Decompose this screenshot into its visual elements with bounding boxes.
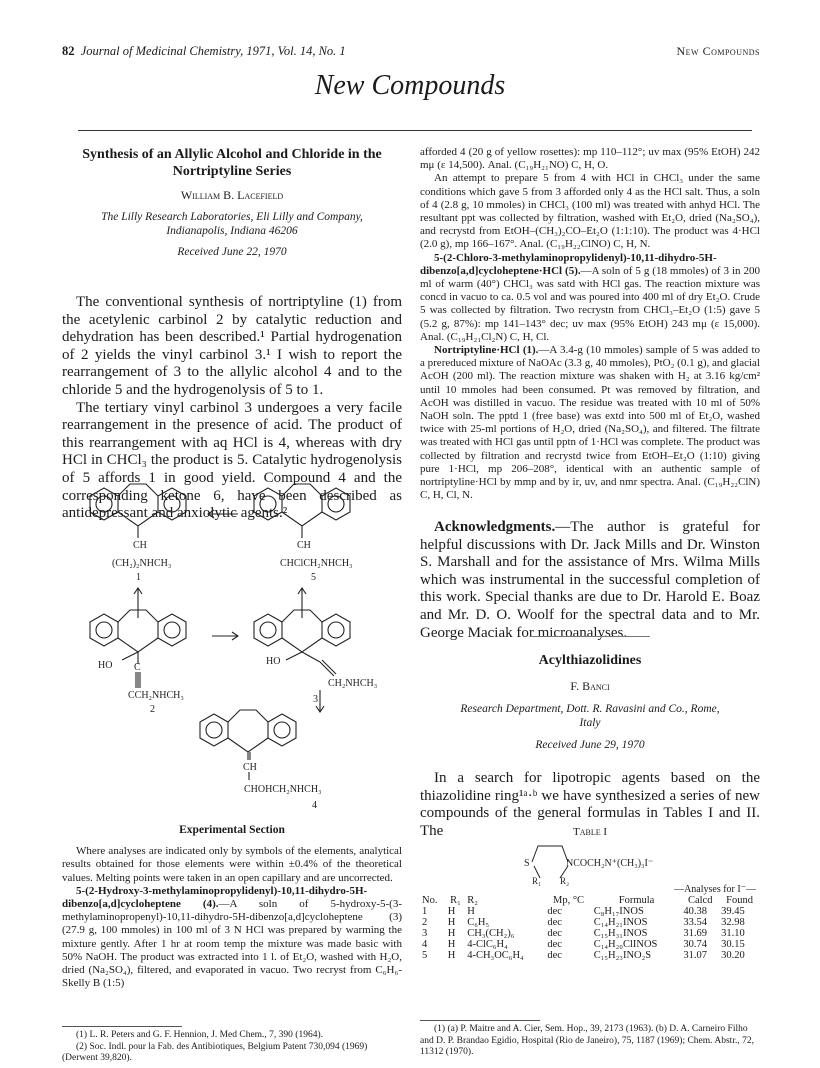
nortriptyline-procedure: —A 3.4-g (10 mmoles) sample of 5 was added to a prereduced mixture of NaOAc (3.3 g, 40 mmoles), PtO₂ (0.1 g), and glacial AcOH (200 ml). The reaction mixture was shaken with H₂ at 3.16 kg/cm² until 10 mmoles had been consumed. Pt was removed by filtration, and AcOH was distilled in vacuo. The residue was treated with 10 ml of 50% NaOH soln. The pptd 1 (free base) was extd into 500 ml of Et₂O, washed twice with 25-ml portions of H₂O, dried (Na₂SO₄), and filtered. The filtrate was treated with HCl gas until pptn of 1·HCl was complete. The product was collected by filtration and recrystd twice from EtOH–Et₂O (1:10) giving pure 1·HCl, mp 206–208°, identical with an authentic sample of nortriptyline·HCl by mmp and by ir, uv, and nmr spectra. Anal. (C₁₉H₂₂ClN) C, H, Cl, N.	[420, 344, 761, 502]
structure-1-number: 1	[136, 572, 141, 583]
table-cell: 32.98	[721, 917, 745, 928]
structure-5-number: 5	[311, 572, 316, 583]
article2-received: Received June 29, 1970	[535, 739, 645, 751]
experimental-paragraph-2: —A soln of 5-hydroxy-5-(3-methylaminopropenyl)-10,11-dihydro-5H-dibenzo[a,d]cycloheptene (3) (27.9 g, 100 mmoles) in 100 ml of 3 N HCl was prepared by warming the mixture gently. After 1 hr at room temp the mixture was made basic with 50% NaOH. The product was extracted into 1 l. of Et₂O, washed with H₂O, dried (Na₂SO₄), filtered, and evaporated in vacuo. Two recryst from C₆H₆-Skelly B (1:5)	[62, 898, 402, 990]
table-cell: 31.69	[683, 928, 707, 939]
article2-author: F. Banci	[570, 679, 610, 693]
structure-4-ch: CH	[243, 762, 257, 773]
table-cell: 2	[422, 917, 428, 928]
table-cell: 4-ClC₆H₄	[467, 939, 508, 950]
section-title: New Compounds	[314, 70, 506, 101]
table-header-row	[420, 895, 760, 906]
table-cell: C₁₄H₂₀ClINOS	[593, 939, 658, 950]
structure-4-number: 4	[312, 800, 317, 811]
table-cell: 31.10	[721, 928, 745, 939]
structure-1	[90, 484, 186, 538]
article2-footnote-1: (1) (a) P. Maitre and A. Cier, Sem. Hop., 39, 2173 (1963). (b) D. A. Carneiro Filho and D. P. Brandao Egidio, Hospital (Rio de Janeiro), 75, 1187 (1969); Chem. Abstr., 72, 11312 (1970).	[420, 1024, 754, 1057]
article-separator	[530, 636, 650, 637]
table1-grid	[420, 895, 760, 961]
table-cell: 40.38	[683, 906, 707, 917]
table-cell: C₁₅H₂₃INO₂S	[593, 950, 652, 961]
footnote-rule	[62, 1026, 182, 1027]
experimental-section	[62, 824, 402, 990]
table-header-cell: R₂	[467, 895, 478, 906]
table-cell: H	[447, 939, 456, 950]
table-cell: 39.45	[721, 906, 745, 917]
acknowledgments-text: —The author is grateful for helpful discussions with Dr. Jack Mills and Dr. Winston S. Marshall and for the assistance of Mrs. Wilma Mills which was instrumental in the successful completion of this work. Special thanks are due to Dr. Harold E. Boaz and Mr. D. O. Woolf for the spectral data and to Mr. George Maciak for microanalyses.	[420, 519, 760, 641]
table-cell: 30.74	[683, 939, 707, 950]
structure-2-number: 2	[150, 704, 155, 715]
table1	[420, 884, 760, 961]
journal-volume: 1971, Vol. 14, No. 1	[246, 44, 346, 58]
table-row	[420, 917, 760, 928]
table-cell: H	[447, 906, 456, 917]
table-cell: C₈H₁₇INOS	[593, 906, 644, 917]
reaction-scheme	[62, 476, 402, 816]
table-cell: CH₃(CH₂)₆	[467, 928, 515, 939]
svg-text:S: S	[524, 858, 530, 869]
table-cell: dec	[547, 950, 562, 961]
table-cell: 1	[422, 906, 428, 917]
structure-2-c: C	[134, 662, 141, 673]
table-cell: H	[447, 928, 456, 939]
article1-author: William B. Lacefield	[180, 188, 284, 202]
table-header-cell: Formula	[618, 895, 655, 906]
table-cell: 33.54	[683, 917, 707, 928]
table-cell: 31.07	[683, 950, 707, 961]
table1-title: Table I	[572, 826, 608, 838]
footnote-1: (1) L. R. Peters and G. F. Hennion, J. Med Chem., 7, 390 (1964).	[76, 1030, 324, 1040]
structure-2-substituent: CCH₂NHCH₃	[128, 690, 184, 701]
structure-3-ho: HO	[266, 656, 281, 667]
table-row	[420, 939, 760, 950]
table-cell: C₁₅H₃₁INOS	[593, 928, 648, 939]
structure-1-ch: CH	[133, 540, 147, 551]
section-rule	[78, 130, 752, 131]
article1-footnotes	[62, 1026, 402, 1065]
table-cell: 3	[422, 928, 428, 939]
experimental-compound-4-heading: 5-(2-Hydroxy-3-methylaminopropylidenyl)-10,11-dihydro-5H-dibenzo[a,d]cycloheptene (4).	[62, 884, 368, 911]
article2-header	[420, 652, 760, 751]
footnote-rule	[420, 1020, 540, 1021]
article1-right-paragraph-2: An attempt to prepare 5 from 4 with HCl in CHCl₃ under the same conditions which gave 5 from 3 afforded only 4 as the HCl salt. Thus, a soln of 4 (2.8 g, 10 mmoles) in CHCl₃ (100 ml) was treated with anhyd HCl. The resultant ppt was collected by filtration, washed with Et₂O, dried (Na₂SO₄), and recrystd from EtOH–(CH₃)₂CO–Et₂O (1:1:10). The product was 4·HCl (2.0 g), mp 166–167°. Anal. (C₁₉H₂₂ClNO) C, H, N.	[420, 172, 760, 251]
article1-right-paragraph-1: afforded 4 (20 g of yellow rosettes): mp 110–112°; uv max (95% EtOH) 242 mμ (ε 14,500). Anal. (C₁₉H₂₁NO) C, H, O.	[420, 146, 760, 172]
table-header-cell: Found	[726, 895, 753, 906]
structure-3-substituent: CH₂NHCH₃	[328, 678, 378, 689]
table-cell: dec	[547, 917, 562, 928]
structure-5-ch: CH	[297, 540, 311, 551]
experimental-heading: Experimental Section	[179, 824, 285, 836]
footnote-2: (2) Soc. Indl. pour la Fab. des Antibiotiques, Belgium Patent 730,094 (1969) (Derwent 39,820).	[62, 1041, 368, 1063]
page-number: 82	[62, 44, 75, 58]
acknowledgments-heading: Acknowledgments.	[434, 519, 556, 535]
article2-paragraph-1: In a search for lipotropic agents based on the thiazolidine ring¹ᵃ·ᵇ we have synthesized a series of new compounds of the general formulas in Tables I and II. The	[420, 770, 760, 839]
table-header-cell: Mp, °C	[553, 895, 585, 906]
svg-text:R₂: R₂	[560, 876, 570, 886]
structure-5-substituent: CHClCH₂NHCH₃	[280, 558, 353, 569]
running-head-right: New Compounds	[676, 44, 760, 58]
table1-formula: NCOCH₂N⁺(CH₃)₃I⁻	[566, 858, 654, 869]
structure-2	[90, 610, 186, 688]
article1-paragraph-2: The tertiary vinyl carbinol 3 undergoes a very facile rearrangement in the presence of acid. The product of this rearrangement with aq HCl is 4, whereas with dry HCl in CHCl₃ the product is 5. Catalytic hydrogenolysis of 5 affords 1 in good yield. Compound 4 and the corresponding ketone 6, have been described as antidepressant and anxiolytic agents.²	[62, 399, 402, 522]
compound-5-heading: 5-(2-Chloro-3-methylaminopropylidenyl)-10,11-dihydro-5H-dibenzo[a,d]cycloheptene·HCl (5).	[420, 251, 717, 277]
article1-paragraph-1: The conventional synthesis of nortriptyline (1) from the acetylenic carbinol 2 by catalytic reduction and dehydration has been described.¹ Partial hydrogenation of 2 yields the vinyl carbinol 3.¹ I wish to report the rearrangement of 3 to the allylic alcohol 4 and to the chloride 5 and the hydrogenolysis of 5 to 1.	[62, 294, 402, 398]
structure-5	[254, 484, 350, 538]
table-row	[420, 906, 760, 917]
table-cell: H	[467, 906, 475, 917]
table1-structure	[520, 840, 680, 886]
acknowledgments	[420, 519, 760, 642]
article1-received: Received June 22, 1970	[177, 246, 287, 258]
table-cell: dec	[547, 939, 562, 950]
article1-continued	[420, 146, 760, 502]
compound-5-procedure: —A soln of 5 g (18 mmoles) of 3 in 200 ml of warm (40°) CHCl₃ was satd with HCl gas. The reaction mixture was concd in vacuo to ca. 0.5 vol and was poured into 400 ml of dry Et₂O. Crude 5 was collected by filtration. Two recrystn from CHCl₃–Et₂O (1:5) gave 5 (5.2 g, 87%): mp 141–143° dec; uv max (95% EtOH) 243 mμ (ε 15,000). Anal. (C₁₉H₂₁Cl₂N) C, H, Cl.	[420, 264, 760, 343]
table-cell: 30.15	[721, 939, 745, 950]
table1-span-header: —Analyses for I⁻—	[674, 884, 756, 895]
journal-name: Journal of Medicinal Chemistry,	[80, 44, 244, 58]
running-head-left	[62, 44, 346, 59]
structure-1-substituent: (CH₂)₂NHCH₃	[112, 558, 172, 569]
table-cell: C₁₄H₂₁INOS	[593, 917, 648, 928]
table-row	[420, 950, 760, 961]
table-cell: dec	[547, 906, 562, 917]
table-cell: H	[447, 950, 456, 961]
structure-4-substituent: CHOHCH₂NHCH₃	[244, 784, 322, 795]
nortriptyline-heading: Nortriptyline·HCl (1).	[434, 344, 539, 357]
table-cell: H	[447, 917, 456, 928]
table-header-cell: No.	[422, 895, 438, 906]
article2-title: Acylthiazolidines	[538, 653, 642, 668]
table-header-cell: Calcd	[687, 895, 713, 906]
table-cell: 5	[422, 950, 428, 961]
article1-title: Synthesis of an Allylic Alcohol and Chloride in the Nortriptyline Series	[82, 147, 382, 179]
table-cell: dec	[547, 928, 562, 939]
experimental-paragraph-1: Where analyses are indicated only by symbols of the elements, analytical results obtained for those elements were within ±0.4% of the theoretical values. Melting points were taken in an open capillary and are uncorrected.	[62, 845, 402, 884]
table-cell: 4-CH₃OC₆H₄	[467, 950, 524, 961]
table-cell: C₆H₅	[467, 917, 490, 928]
article2-footnotes	[420, 1020, 760, 1059]
article1-header	[62, 146, 402, 258]
svg-text:R₁: R₁	[532, 876, 542, 886]
structure-3-number: 3	[313, 694, 318, 705]
table-cell: 30.20	[721, 950, 745, 961]
table-cell: 4	[422, 939, 428, 950]
article2-affiliation: Research Department, Dott. R. Ravasini and Co., Rome, Italy	[460, 703, 720, 729]
structure-2-ho: HO	[98, 660, 113, 671]
table-header-cell: R₁	[450, 895, 461, 906]
table-row	[420, 928, 760, 939]
article1-affiliation: The Lilly Research Laboratories, Eli Lilly and Company, Indianapolis, Indiana 46206	[101, 211, 363, 237]
